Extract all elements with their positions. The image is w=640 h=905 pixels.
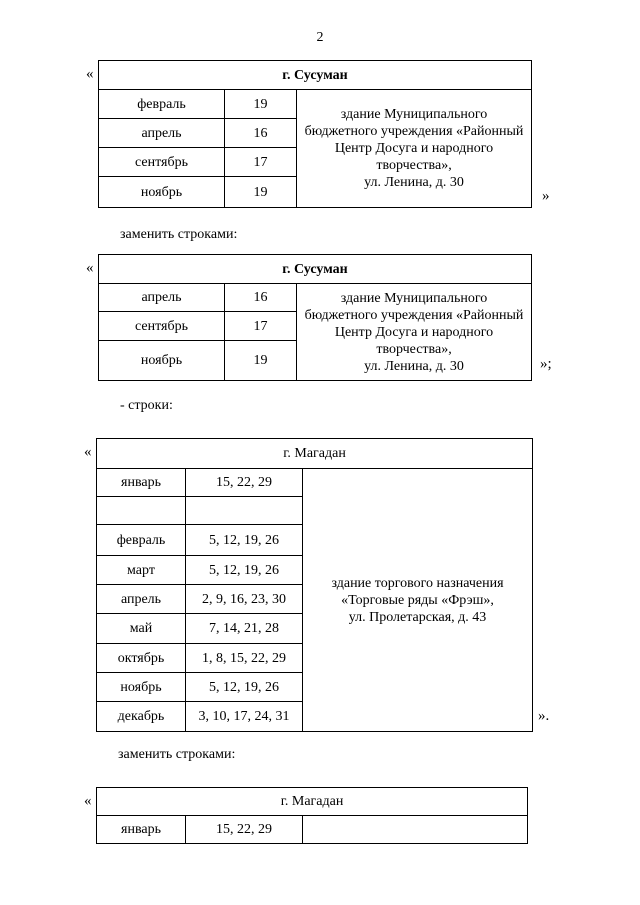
month-cell: март bbox=[97, 556, 186, 585]
month-cell: сентябрь bbox=[99, 312, 225, 341]
days-cell bbox=[186, 497, 303, 525]
place-cell: здание Муниципального бюджетного учреждения «Районный Центр Досуга и народного творчества», ул. Ленина, д. 30 bbox=[297, 90, 532, 208]
schedule-table-magadan-old bbox=[96, 438, 533, 732]
month-cell: ноябрь bbox=[99, 341, 225, 381]
city-header: г. Сусуман bbox=[99, 255, 532, 284]
open-quote: « bbox=[86, 66, 94, 82]
days-cell: 5, 12, 19, 26 bbox=[186, 525, 303, 556]
month-cell: апрель bbox=[99, 119, 225, 148]
place-cell: здание Муниципального бюджетного учреждения «Районный Центр Досуга и народного творчества», ул. Ленина, д. 30 bbox=[297, 284, 532, 381]
schedule-table-susuman-old bbox=[98, 60, 532, 208]
days-cell: 19 bbox=[225, 177, 297, 208]
days-cell: 15, 22, 29 bbox=[186, 469, 303, 497]
city-header: г. Магадан bbox=[97, 788, 528, 816]
schedule-table-magadan-new bbox=[96, 787, 528, 844]
month-cell: январь bbox=[97, 816, 186, 844]
days-cell: 5, 12, 19, 26 bbox=[186, 673, 303, 702]
replace-instruction: заменить строками: bbox=[120, 227, 238, 242]
days-cell: 19 bbox=[225, 341, 297, 381]
month-cell: апрель bbox=[97, 585, 186, 614]
page-number: 2 bbox=[316, 30, 324, 45]
month-cell: декабрь bbox=[97, 702, 186, 732]
place-cell: здание торгового назначения «Торговые ряды «Фрэш», ул. Пролетарская, д. 43 bbox=[303, 469, 533, 732]
month-cell: январь bbox=[97, 469, 186, 497]
close-quote: ». bbox=[538, 708, 550, 724]
open-quote: « bbox=[84, 444, 92, 460]
days-cell: 15, 22, 29 bbox=[186, 816, 303, 844]
replace-instruction: заменить строками: bbox=[118, 747, 236, 762]
days-cell: 1, 8, 15, 22, 29 bbox=[186, 644, 303, 673]
days-cell: 2, 9, 16, 23, 30 bbox=[186, 585, 303, 614]
lines-instruction: - строки: bbox=[120, 398, 173, 413]
month-cell bbox=[97, 497, 186, 525]
month-cell: февраль bbox=[99, 90, 225, 119]
days-cell: 17 bbox=[225, 148, 297, 177]
month-cell: ноябрь bbox=[97, 673, 186, 702]
city-header: г. Магадан bbox=[97, 439, 533, 469]
days-cell: 19 bbox=[225, 90, 297, 119]
open-quote: « bbox=[86, 260, 94, 276]
days-cell: 7, 14, 21, 28 bbox=[186, 614, 303, 644]
month-cell: февраль bbox=[97, 525, 186, 556]
close-quote: »; bbox=[540, 356, 552, 372]
month-cell: май bbox=[97, 614, 186, 644]
month-cell: октябрь bbox=[97, 644, 186, 673]
month-cell: сентябрь bbox=[99, 148, 225, 177]
open-quote: « bbox=[84, 793, 92, 809]
days-cell: 3, 10, 17, 24, 31 bbox=[186, 702, 303, 732]
days-cell: 17 bbox=[225, 312, 297, 341]
days-cell: 5, 12, 19, 26 bbox=[186, 556, 303, 585]
month-cell: ноябрь bbox=[99, 177, 225, 208]
schedule-table-susuman-new bbox=[98, 254, 532, 381]
days-cell: 16 bbox=[225, 284, 297, 312]
close-quote: » bbox=[542, 188, 550, 204]
month-cell: апрель bbox=[99, 284, 225, 312]
place-cell bbox=[303, 816, 528, 844]
days-cell: 16 bbox=[225, 119, 297, 148]
city-header: г. Сусуман bbox=[99, 61, 532, 90]
